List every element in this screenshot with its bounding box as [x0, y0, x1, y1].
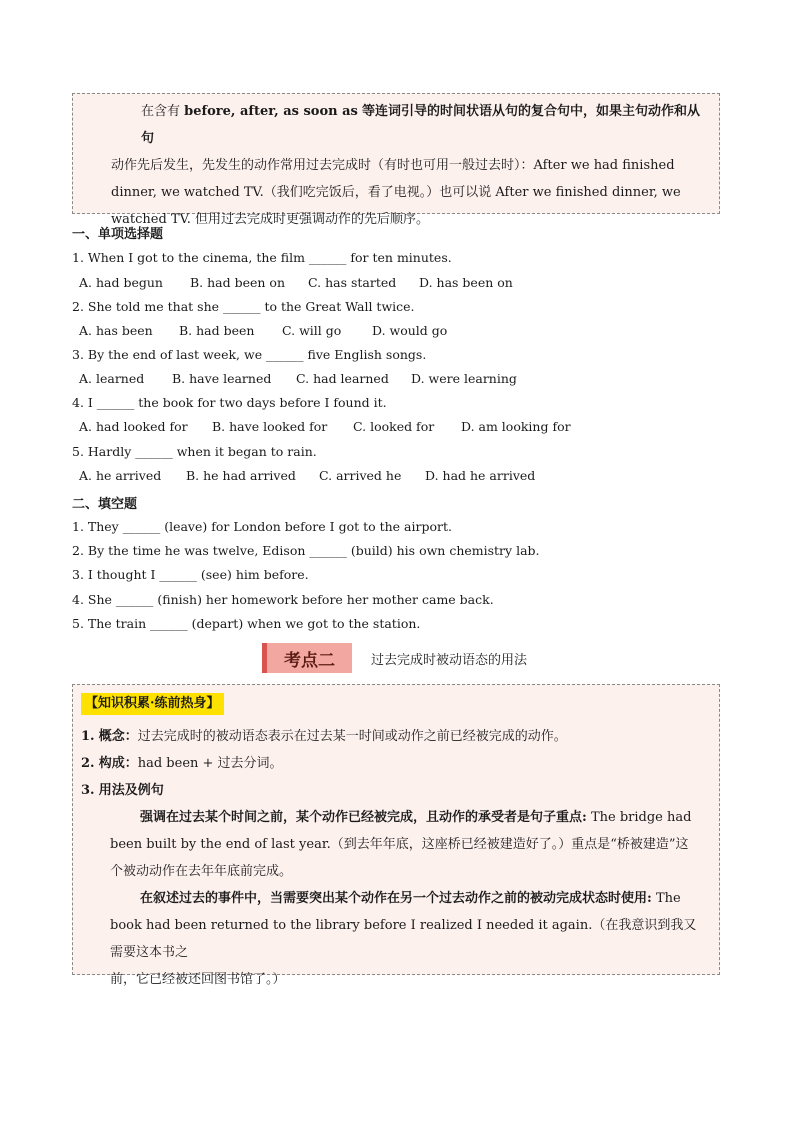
- intro-rule-text: 等连词引导的时间状语从句的复合句中，如果主句动作和从句: [141, 104, 701, 146]
- option: B. had been: [179, 323, 255, 338]
- option: B. he had arrived: [186, 468, 296, 483]
- knowledge-tag: 【知识积累·练前热身】: [81, 693, 224, 715]
- usage-example: been built by the end of last year.（到去年年底，这座桥已经被建造好了。）重点是“桥被建造”这: [110, 837, 689, 852]
- topic-title: 过去完成时被动语态的用法: [371, 653, 528, 668]
- option: A. he arrived: [79, 468, 162, 483]
- question-stem: 2. She told me that she ______ to the Great Wall twice.: [72, 299, 415, 314]
- option: C. will go: [282, 323, 342, 338]
- option: B. had been on: [190, 275, 286, 290]
- question-stem: 3. By the end of last week, we ______ five English songs.: [72, 347, 427, 362]
- usage-paragraph-1: [81, 804, 709, 885]
- item-number: 1.: [81, 729, 95, 744]
- usage-example: 个被动动作在去年年底前完成。: [110, 864, 293, 879]
- option: C. has started: [308, 275, 397, 290]
- question-stem: 4. I ______ the book for two days before I found it.: [72, 395, 387, 410]
- fill-item: 5. The train ______ (depart) when we got to the station.: [72, 616, 421, 631]
- option: C. arrived he: [319, 468, 402, 483]
- intro-line-3: dinner, we watched TV.（我们吃完饭后，看了电视。）也可以说 After we finished dinner, we: [111, 185, 681, 200]
- concept-row: [81, 723, 709, 750]
- item-number: 2.: [81, 756, 95, 771]
- fill-item: 1. They ______ (leave) for London before I got to the airport.: [72, 519, 452, 534]
- intro-line-4: watched TV. 但用过去完成时更强调动作的先后顺序。: [111, 212, 429, 227]
- option: D. would go: [372, 323, 448, 338]
- usage-example: book had been returned to the library before I realized I needed it again.（在我意识到我又需要这本书之: [110, 918, 697, 960]
- structure-label: 构成：: [98, 756, 138, 771]
- question-stem: 1. When I got to the cinema, the film ______ for ten minutes.: [72, 250, 452, 265]
- option: C. had learned: [296, 371, 389, 386]
- usage-example: The bridge had: [590, 810, 692, 825]
- fill-item: 2. By the time he was twelve, Edison ______ (build) his own chemistry lab.: [72, 543, 540, 558]
- usage-label: 用法及例句: [98, 783, 164, 798]
- section-heading-fill: 二、填空题: [72, 497, 138, 512]
- intro-note-box: [72, 93, 720, 227]
- intro-conjunctions: before, after, as soon as: [184, 104, 358, 119]
- knowledge-box: [72, 684, 720, 987]
- usage-example: The: [655, 891, 681, 906]
- intro-lead: 在含有: [141, 104, 181, 119]
- usage-row: [81, 777, 709, 804]
- section-heading-choice: 一、单项选择题: [72, 227, 164, 242]
- concept-text: 过去完成时的被动语态表示在过去某一时间或动作之前已经被完成的动作。: [137, 729, 567, 744]
- intro-line-1: [111, 98, 709, 152]
- usage-example: 前，它已经被还回图书馆了。）: [110, 972, 286, 987]
- fill-item: 3. I thought I ______ (see) him before.: [72, 567, 309, 582]
- option: B. have looked for: [212, 419, 328, 434]
- structure-text: had been + 过去分词。: [137, 756, 283, 771]
- option: D. had he arrived: [425, 468, 536, 483]
- option: C. looked for: [353, 419, 435, 434]
- option: D. am looking for: [461, 419, 571, 434]
- option: A. learned: [79, 371, 145, 386]
- question-stem: 5. Hardly ______ when it began to rain.: [72, 444, 317, 459]
- fill-item: 4. She ______ (finish) her homework before her mother came back.: [72, 592, 494, 607]
- usage-paragraph-2: [81, 885, 709, 993]
- topic-badge: 考点二: [262, 643, 352, 673]
- concept-label: 概念：: [98, 729, 138, 744]
- structure-row: [81, 750, 709, 777]
- option: B. have learned: [172, 371, 272, 386]
- option: A. has been: [79, 323, 153, 338]
- option: D. has been on: [419, 275, 513, 290]
- item-number: 3.: [81, 783, 95, 798]
- intro-line-2: 动作先后发生，先发生的动作常用过去完成时（有时也可用一般过去时）：After we had finished: [111, 158, 675, 173]
- option: A. had looked for: [79, 419, 188, 434]
- usage-rule: 强调在过去某个时间之前，某个动作已经被完成，且动作的承受者是句子重点:: [140, 810, 587, 825]
- option: A. had begun: [79, 275, 163, 290]
- usage-rule: 在叙述过去的事件中，当需要突出某个动作在另一个过去动作之前的被动完成状态时使用:: [140, 891, 652, 906]
- option: D. were learning: [411, 371, 517, 386]
